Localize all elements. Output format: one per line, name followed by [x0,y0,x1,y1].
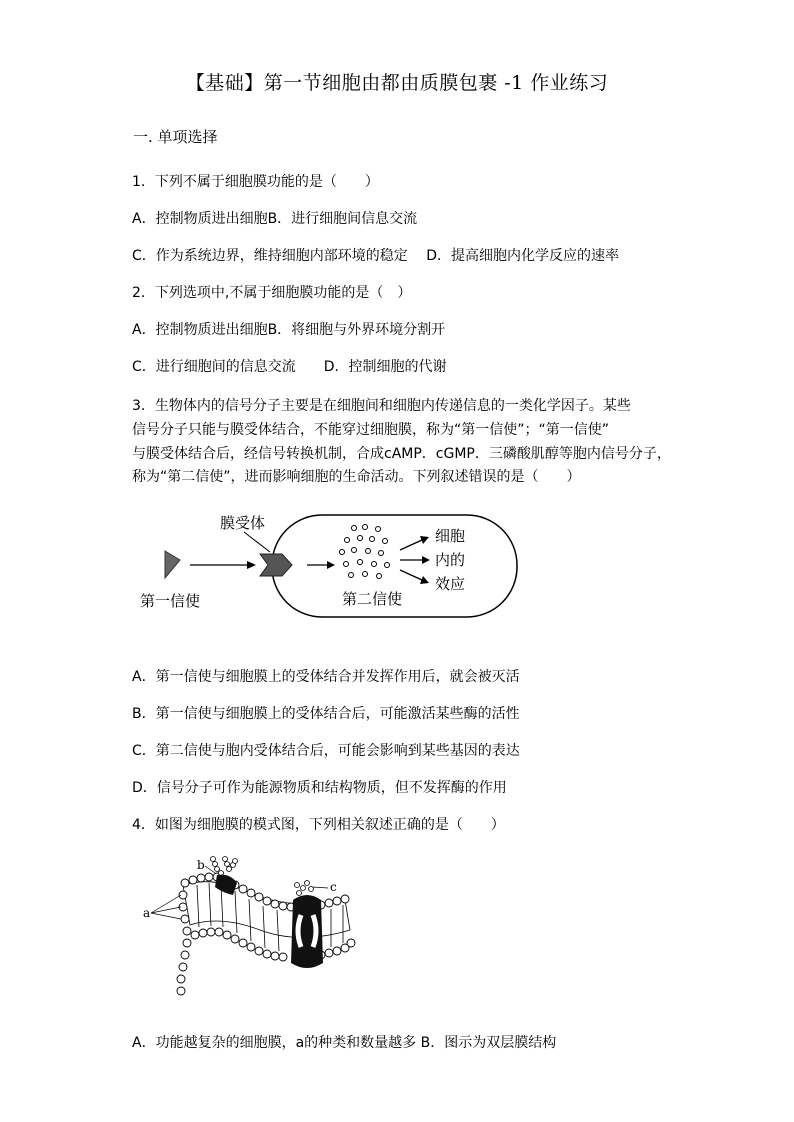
cell-membrane-diagram [135,855,375,1010]
page-title: 【基础】第一节细胞由都由质膜包裹 -1 作业练习 [185,72,609,94]
question-3-stem-line-2: 信号分子只能与膜受体结合，不能穿过细胞膜，称为“第一信使”；“第一信使” [132,422,610,438]
effect-label-line-2: 内的 [435,551,466,569]
signal-transduction-diagram [132,508,532,628]
receptor-label: 膜受体 [220,514,266,532]
question-3-option-b: B．第一信使与细胞膜上的受体结合后，可能激活某些酶的活性 [132,706,520,722]
question-1-options-cd: C．作为系统边界，维持细胞内部环境的稳定 D．提高细胞内化学反应的速率 [132,248,620,264]
question-3-option-d: D．信号分子可作为能源物质和结构物质，但不发挥酶的作用 [132,780,507,796]
label-b: b [197,858,205,872]
second-messenger-label: 第二信使 [342,590,403,608]
label-a: a [143,906,151,920]
label-c: c [330,880,337,894]
question-2-options-ab: A．控制物质进出细胞B．将细胞与外界环境分割开 [132,322,446,338]
glycoprotein-c [295,881,314,896]
question-3-option-a: A．第一信使与细胞膜上的受体结合并发挥作用后，就会被灭活 [132,669,520,685]
arrow-icon [327,561,335,569]
question-2-stem: 2．下列选项中,不属于细胞膜功能的是（ ） [132,285,412,301]
first-messenger-shape [165,551,180,578]
question-4-stem: 4．如图为细胞膜的模式图，下列相关叙述正确的是（ ） [132,817,505,833]
question-3-stem-line-4: 称为“第二信使”，进而影响细胞的生命活动。下列叙述错误的是（ ） [132,469,581,485]
question-3-option-c: C．第二信使与胞内受体结合后，可能会影响到某些基因的表达 [132,743,520,759]
first-messenger-label: 第一信使 [140,592,201,610]
arrow-icon [247,561,256,569]
question-1-stem: 1．下列不属于细胞膜功能的是（ ） [132,174,379,190]
question-2-options-cd: C．进行细胞间的信息交流 D．控制细胞的代谢 [132,359,447,375]
question-4-options-ab: A．功能越复杂的细胞膜，a的种类和数量越多 B．图示为双层膜结构 [132,1035,557,1051]
question-1-options-ab: A．控制物质进出细胞B．进行细胞间信息交流 [132,211,418,227]
membrane-receptor-shape [260,554,292,576]
question-3-stem-line-3: 与膜受体结合后，经信号转换机制，合成cAMP．cGMP．三磷酸肌醇等胞内信号分子， [132,446,671,462]
second-messenger-dots [340,525,390,579]
question-3-stem-line-1: 3．生物体内的信号分子主要是在细胞间和细胞内传递信息的一类化学因子。某些 [132,398,631,414]
effect-label-line-1: 细胞 [435,527,466,545]
section-heading: 一. 单项选择 [133,128,218,146]
effect-label-line-3: 效应 [435,575,466,593]
phospholipid-bilayer [177,873,355,995]
